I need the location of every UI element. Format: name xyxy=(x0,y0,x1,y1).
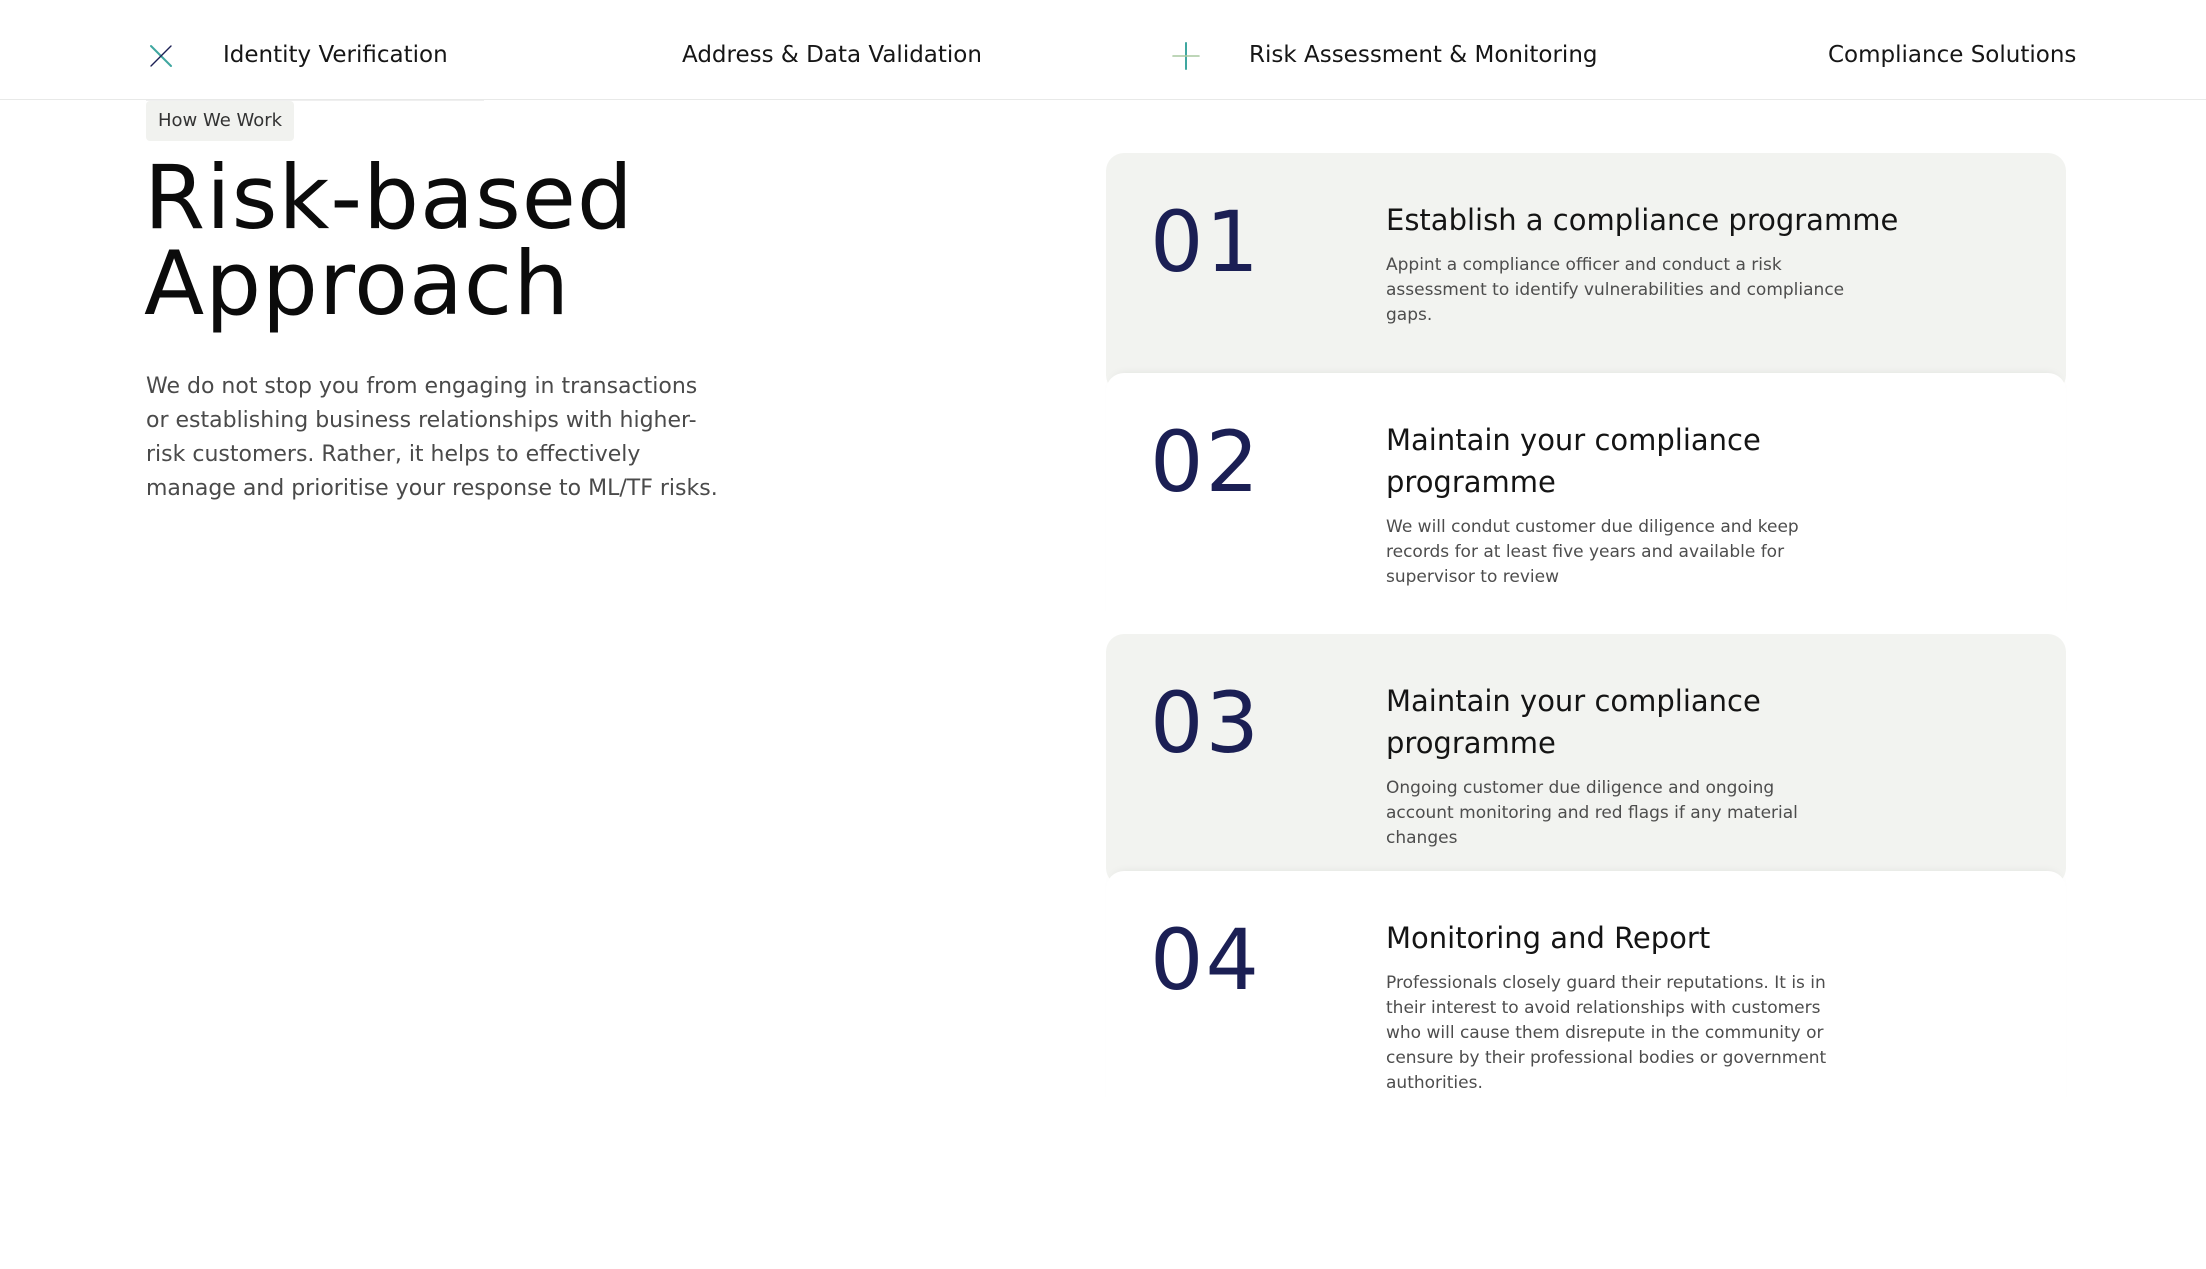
step-number: 02 xyxy=(1150,413,1261,511)
step-card-03 xyxy=(1106,634,2066,886)
step-card-02 xyxy=(1106,373,2066,635)
step-number: 03 xyxy=(1150,674,1261,772)
step-title: Establish a compliance programme xyxy=(1386,203,1899,237)
step-title: Maintain your compliance programme xyxy=(1386,684,1761,760)
step-description: We will condut customer due diligence and keep records for at least five years and available for supervisor to review xyxy=(1386,517,1799,587)
page-title-line-1: Risk-based xyxy=(144,146,634,249)
section-tag: How We Work xyxy=(146,101,294,141)
step-description: Appint a compliance officer and conduct a risk assessment to identify vulnerabilities and compliance gaps. xyxy=(1386,255,1845,325)
intro-paragraph: We do not stop you from engaging in transactions or establishing business relationships with higher-risk customers. Rather, it helps to effectively manage and prioritise your response to ML/TF risks. xyxy=(146,374,718,501)
step-number: 01 xyxy=(1150,193,1261,291)
nav-identity-verification[interactable]: Identity Verification xyxy=(223,42,448,68)
x-cross-icon xyxy=(147,42,175,70)
step-number: 04 xyxy=(1150,911,1261,1009)
top-navigation xyxy=(0,0,2206,100)
nav-risk-assessment-monitoring[interactable]: Risk Assessment & Monitoring xyxy=(1249,42,1598,68)
step-description: Professionals closely guard their reputations. It is in their interest to avoid relationships with customers who will cause them disrepute in the community or censure by their professional bodies or government authorities. xyxy=(1386,973,1827,1093)
nav-address-data-validation[interactable]: Address & Data Validation xyxy=(682,42,982,68)
plus-sparkle-icon xyxy=(1171,41,1199,69)
step-card-04 xyxy=(1106,871,2066,1121)
step-title: Monitoring and Report xyxy=(1386,921,1711,955)
step-description: Ongoing customer due diligence and ongoing account monitoring and red flags if any material changes xyxy=(1386,778,1798,848)
nav-compliance-solutions[interactable]: Compliance Solutions xyxy=(1828,42,2077,68)
step-card-01 xyxy=(1106,153,2066,393)
step-title: Maintain your compliance programme xyxy=(1386,423,1761,499)
page-title xyxy=(144,146,634,335)
page-title-line-2: Approach xyxy=(144,232,571,335)
